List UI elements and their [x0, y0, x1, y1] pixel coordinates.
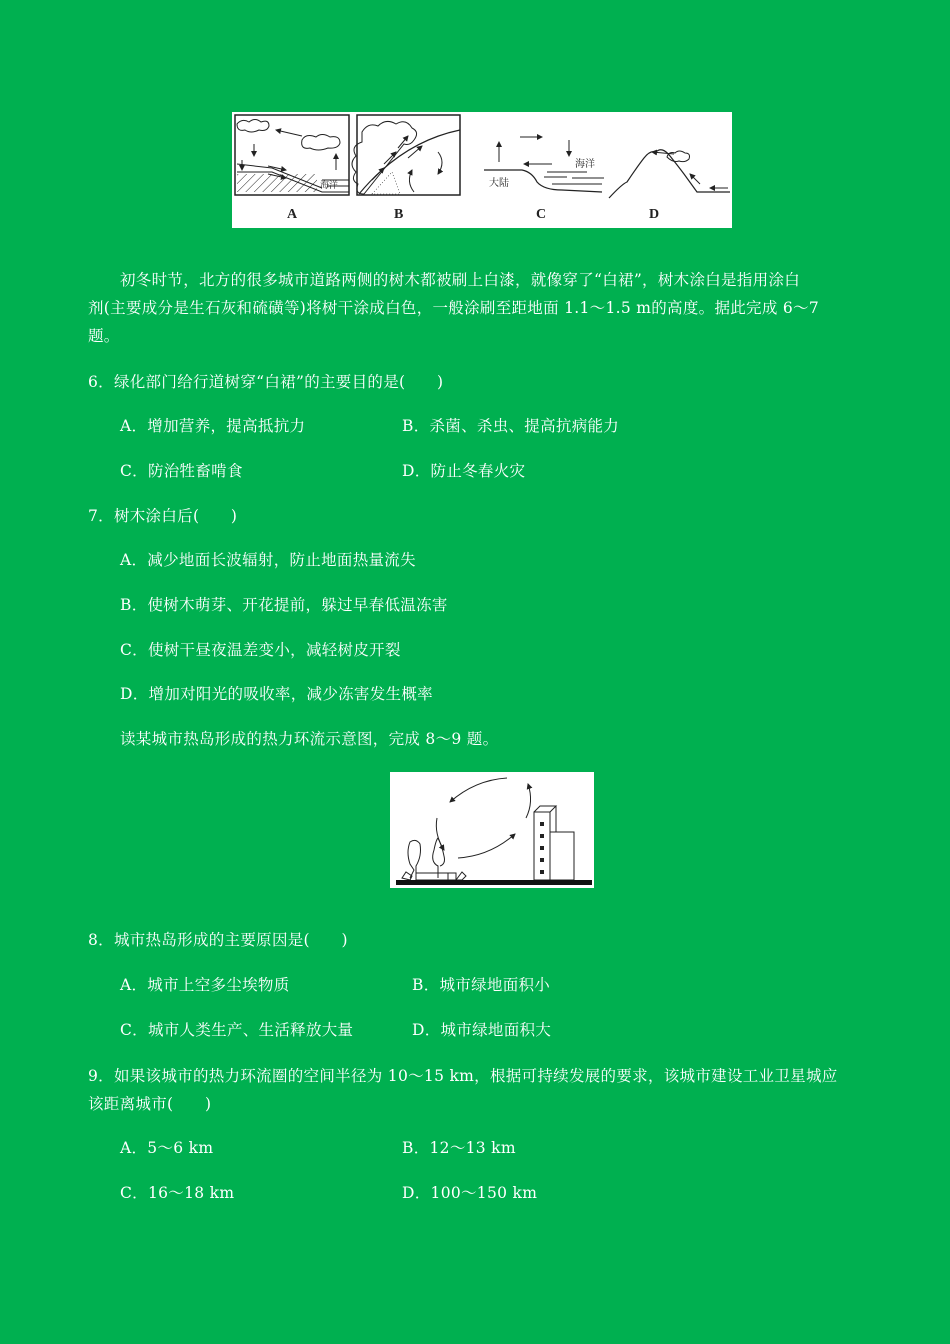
question-9-option-d[interactable]: D．100～150 km [402, 1184, 538, 1202]
question-8-stem: 8．城市热岛形成的主要原因是( ) [88, 931, 348, 949]
question-6-option-a[interactable]: A．增加营养，提高抵抗力 [120, 417, 306, 435]
svg-text:海洋: 海洋 [575, 159, 595, 170]
svg-text:A: A [287, 207, 298, 222]
question-7-option-a[interactable]: A．减少地面长波辐射，防止地面热量流失 [120, 551, 416, 569]
question-9-option-b[interactable]: B．12～13 km [402, 1139, 516, 1157]
question-8-option-d[interactable]: D．城市绿地面积大 [412, 1021, 552, 1039]
svg-text:大陆: 大陆 [489, 178, 509, 189]
intro-paragraph-2: 读某城市热岛形成的热力环流示意图，完成 8～9 题。 [120, 730, 499, 748]
svg-text:B: B [394, 207, 404, 222]
heat-island-diagram [390, 772, 594, 888]
intro-paragraph-line-3: 题。 [88, 327, 120, 345]
question-7-option-c[interactable]: C．使树干昼夜温差变小，减轻树皮开裂 [120, 641, 401, 659]
question-9-option-a[interactable]: A．5～6 km [120, 1139, 214, 1157]
question-7-option-b[interactable]: B．使树木萌芽、开花提前，躲过早春低温冻害 [120, 596, 448, 614]
question-8-option-a[interactable]: A．城市上空多尘埃物质 [120, 976, 290, 994]
question-8-option-b[interactable]: B．城市绿地面积小 [412, 976, 551, 994]
panel-c [484, 137, 604, 222]
question-6-option-d[interactable]: D．防止冬春火灾 [402, 462, 526, 480]
figure-precipitation-types [232, 112, 732, 228]
figure-heat-island [390, 772, 594, 888]
question-7-option-d[interactable]: D．增加对阳光的吸收率，减少冻害发生概率 [120, 685, 433, 703]
intro-paragraph-line-1: 初冬时节，北方的很多城市道路两侧的树木都被刷上白漆，就像穿了“白裙”，树木涂白是指用涂白 [120, 271, 801, 289]
svg-text:海洋: 海洋 [320, 181, 339, 191]
panel-a [235, 115, 349, 222]
question-6-option-c[interactable]: C．防治牲畜啃食 [120, 462, 243, 480]
question-9-stem-line-1: 9．如果该城市的热力环流圈的空间半径为 10～15 km，根据可持续发展的要求，该城市建设工业卫星城应 [88, 1067, 838, 1085]
intro-paragraph-line-2: 剂(主要成分是生石灰和硫磺等)将树干涂成白色，一般涂刷至距地面 1.1～1.5 m的高度。据此完成 6～7 [88, 299, 819, 317]
panel-d [609, 150, 730, 222]
question-6-option-b[interactable]: B．杀菌、杀虫、提高抗病能力 [402, 417, 620, 435]
svg-text:D: D [649, 207, 660, 222]
question-9-option-c[interactable]: C．16～18 km [120, 1184, 235, 1202]
precipitation-diagram [232, 112, 732, 228]
question-6-stem: 6．绿化部门给行道树穿“白裙”的主要目的是( ) [88, 373, 444, 391]
question-8-option-c[interactable]: C．城市人类生产、生活释放大量 [120, 1021, 354, 1039]
panel-b [352, 115, 460, 222]
question-9-stem-line-2: 该距离城市( ) [88, 1095, 212, 1113]
question-7-stem: 7．树木涂白后( ) [88, 507, 238, 525]
svg-text:C: C [536, 207, 547, 222]
